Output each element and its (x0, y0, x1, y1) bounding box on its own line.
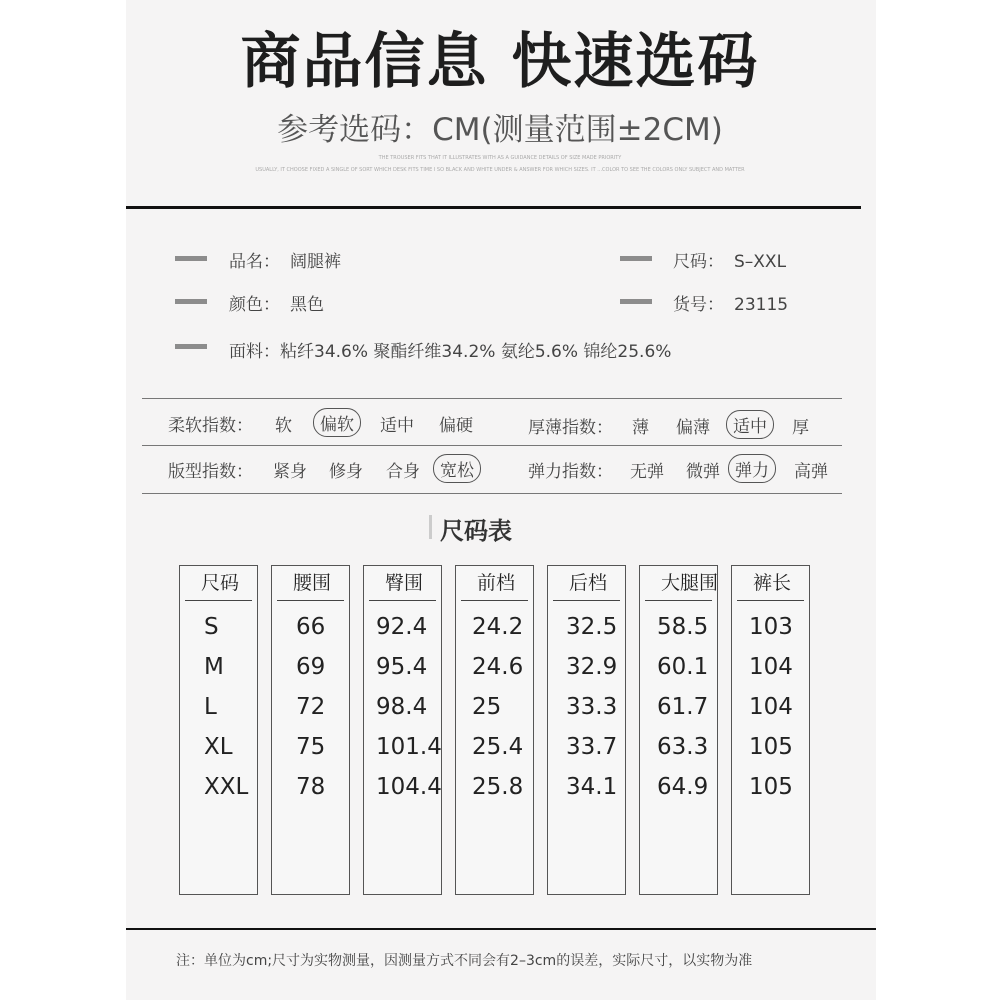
size-table-cell: XL (204, 734, 233, 760)
size-table-header: 尺码 (185, 566, 252, 601)
size-table-cell: 61.7 (657, 694, 709, 720)
product-name: 品名： 阔腿裤 (229, 252, 341, 272)
size-table-cell: 25.4 (472, 734, 524, 760)
size-table-cell: 58.5 (657, 614, 709, 640)
thickness-option-selected: 适中 (726, 410, 774, 439)
bullet-bar-icon (620, 299, 652, 304)
fit-option: 合身 (386, 462, 420, 482)
fine-print-line-2: USUALLY, IT CHOOSE FIXED A SINGLE OF SORT WHICH DESK FITS TIME I SO BLACK AND WHITE UNDER & ANSWER FOR WHICH SIZES. IT ...COLOR TO SEE THE COLORS ONLY SUBJECT AND MATTER (255, 167, 745, 173)
bottom-divider (126, 928, 876, 930)
size-table-column (179, 565, 258, 895)
size-table-cell: 25 (472, 694, 502, 720)
softness-option: 软 (275, 416, 292, 436)
section-mark (429, 515, 432, 539)
fit-option: 紧身 (273, 462, 307, 482)
product-color: 颜色： 黑色 (229, 295, 324, 315)
thickness-option: 偏薄 (676, 418, 710, 438)
size-table-column (455, 565, 534, 895)
size-table-cell: 92.4 (376, 614, 428, 640)
size-table-header: 大腿围 (645, 566, 712, 601)
index-divider-middle (142, 445, 842, 446)
bullet-bar-icon (620, 256, 652, 261)
size-table-cell: 104 (749, 654, 793, 680)
size-table-cell: 63.3 (657, 734, 709, 760)
size-table-cell: XXL (204, 774, 249, 800)
size-table-cell: 24.6 (472, 654, 524, 680)
fit-index-label: 版型指数： (168, 462, 253, 482)
fine-print-line-1: THE TROUSER FITS THAT IT ILLUSTRATES WITH AS A GUIDANCE DETAILS OF SIZE MADE PRIORITY (378, 155, 622, 161)
size-table-cell: 105 (749, 734, 793, 760)
elasticity-index-label: 弹力指数： (528, 462, 613, 482)
size-table-column (363, 565, 442, 895)
size-table-cell: M (204, 654, 224, 680)
softness-option: 适中 (380, 416, 414, 436)
page-title: 商品信息 快速选码 (240, 27, 760, 97)
top-divider (126, 206, 861, 209)
bullet-bar-icon (175, 344, 207, 349)
size-table-header: 腰围 (277, 566, 344, 601)
size-table-cell: 69 (296, 654, 326, 680)
index-divider-bottom (142, 493, 842, 494)
bullet-bar-icon (175, 299, 207, 304)
size-table-cell: 33.3 (566, 694, 618, 720)
size-table-cell: 104.4 (376, 774, 442, 800)
size-table-cell: 64.9 (657, 774, 709, 800)
size-table-header: 臀围 (369, 566, 436, 601)
size-table-cell: 32.9 (566, 654, 618, 680)
index-divider-top (142, 398, 842, 399)
size-table-cell: 24.2 (472, 614, 524, 640)
size-table-cell: 104 (749, 694, 793, 720)
size-table-cell: 66 (296, 614, 326, 640)
softness-index-label: 柔软指数： (168, 416, 253, 436)
size-table-cell: 33.7 (566, 734, 618, 760)
softness-option-selected: 偏软 (313, 408, 361, 437)
thickness-option: 厚 (792, 418, 809, 438)
size-table-cell: 78 (296, 774, 326, 800)
elasticity-option: 微弹 (686, 462, 720, 482)
size-table-cell: 101.4 (376, 734, 442, 760)
size-table-cell: 103 (749, 614, 793, 640)
size-table-header: 前档 (461, 566, 528, 601)
elasticity-option-selected: 弹力 (728, 454, 776, 483)
size-table-column (731, 565, 810, 895)
size-table-cell: 32.5 (566, 614, 618, 640)
product-sku: 货号： 23115 (673, 295, 789, 315)
size-table-cell: 95.4 (376, 654, 428, 680)
size-table-cell: 98.4 (376, 694, 428, 720)
size-table-cell: 105 (749, 774, 793, 800)
softness-option: 偏硬 (439, 416, 473, 436)
size-table-cell: 72 (296, 694, 326, 720)
size-table-column (547, 565, 626, 895)
size-table-cell: 60.1 (657, 654, 709, 680)
size-table-cell: 75 (296, 734, 326, 760)
size-table-cell: L (204, 694, 217, 720)
page-subtitle: 参考选码：CM(测量范围±2CM) (277, 112, 723, 148)
elasticity-option: 高弹 (794, 462, 828, 482)
fit-option-selected: 宽松 (433, 454, 481, 483)
size-table-cell: S (204, 614, 219, 640)
size-table-cell: 34.1 (566, 774, 618, 800)
bullet-bar-icon (175, 256, 207, 261)
size-table-cell: 25.8 (472, 774, 524, 800)
product-size-range: 尺码： S–XXL (673, 252, 787, 272)
size-table-column (639, 565, 718, 895)
size-table-header: 裤长 (737, 566, 804, 601)
thickness-index-label: 厚薄指数： (528, 418, 613, 438)
size-table-title: 尺码表 (440, 517, 512, 545)
elasticity-option: 无弹 (630, 462, 664, 482)
product-fabric: 面料：粘纤34.6% 聚酯纤维34.2% 氨纶5.6% 锦纶25.6% (229, 342, 672, 362)
fit-option: 修身 (329, 462, 363, 482)
footer-note: 注：单位为cm;尺寸为实物测量，因测量方式不同会有2–3cm的误差，实际尺寸，以实物为准 (176, 953, 753, 969)
thickness-option: 薄 (632, 418, 649, 438)
size-table-header: 后档 (553, 566, 620, 601)
size-table-column (271, 565, 350, 895)
